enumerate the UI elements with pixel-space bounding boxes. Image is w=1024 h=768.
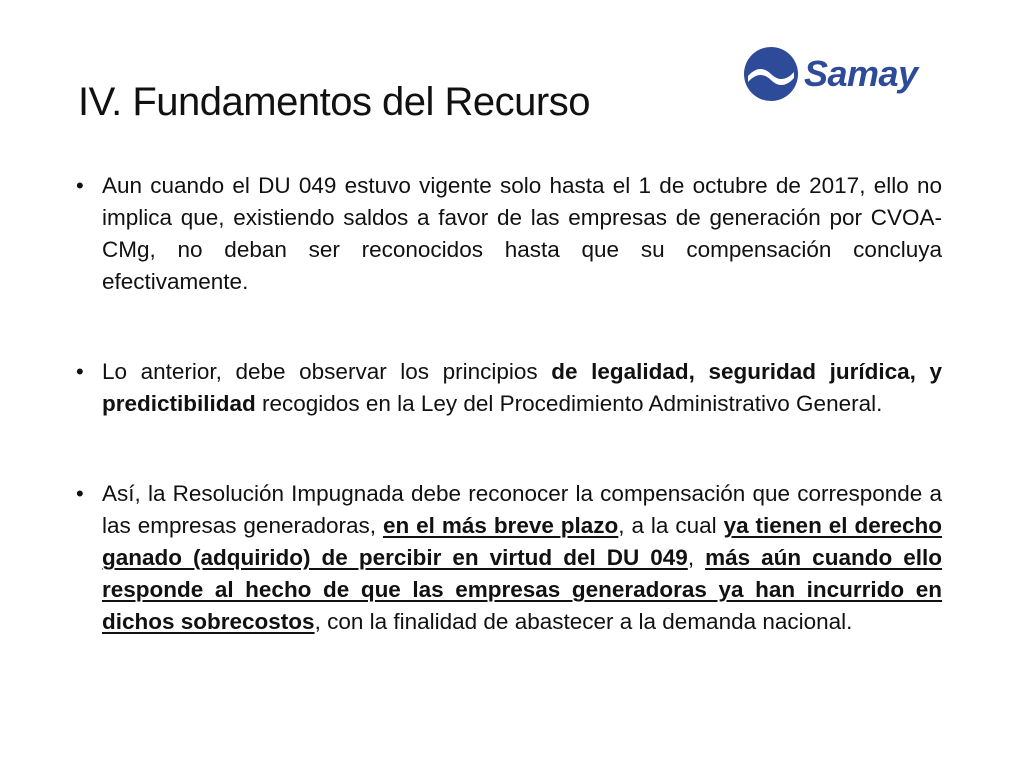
bullet-2-bold-principles: de legalidad, seguridad jurídica, y predictibilidad <box>102 359 942 416</box>
bullet-3-text-end: , con la finalidad de abastecer a la demanda nacional. <box>314 609 853 634</box>
samay-logo-text: Samay <box>804 53 918 94</box>
slide-title: IV. Fundamentos del Recurso <box>78 80 590 124</box>
bullet-3-emphasis-derecho: ya tienen el derecho ganado (adquirido) de percibir en virtud del DU 049 <box>102 513 942 570</box>
bullet-item <box>76 478 942 638</box>
bullet-3-text-a: , a la cual <box>618 513 724 538</box>
bullet-3-text-b: , <box>687 545 706 570</box>
bullet-dot: • <box>76 359 84 384</box>
bullet-3-text: Así, la Resolución Impugnada debe reconocer la compensación que corresponde a las empresas generadoras, <box>102 481 942 538</box>
bullet-dot: • <box>76 173 84 198</box>
bullet-list <box>76 170 942 638</box>
bullet-item <box>76 356 942 420</box>
bullet-3-emphasis-sobrecostos: más aún cuando ello responde al hecho de que las empresas generadoras ya han incurrido en dichos sobrecostos <box>102 545 942 634</box>
bullet-dot: • <box>76 481 84 506</box>
samay-logo <box>742 44 942 104</box>
bullet-item <box>76 170 942 298</box>
bullet-2-text-end: recogidos en la Ley del Procedimiento Administrativo General. <box>255 391 883 416</box>
bullet-1-text: Aun cuando el DU 049 estuvo vigente solo hasta el 1 de octubre de 2017, ello no implica que, existiendo saldos a favor de las empresas de generación por CVOA-CMg, no deban ser reconocidos hasta que su compensación concluya efectivamente. <box>102 173 942 294</box>
samay-wave-logo-icon <box>742 45 800 103</box>
bullet-3-emphasis-plazo: en el más breve plazo <box>382 513 619 538</box>
bullet-2-text: Lo anterior, debe observar los principios <box>102 359 552 384</box>
